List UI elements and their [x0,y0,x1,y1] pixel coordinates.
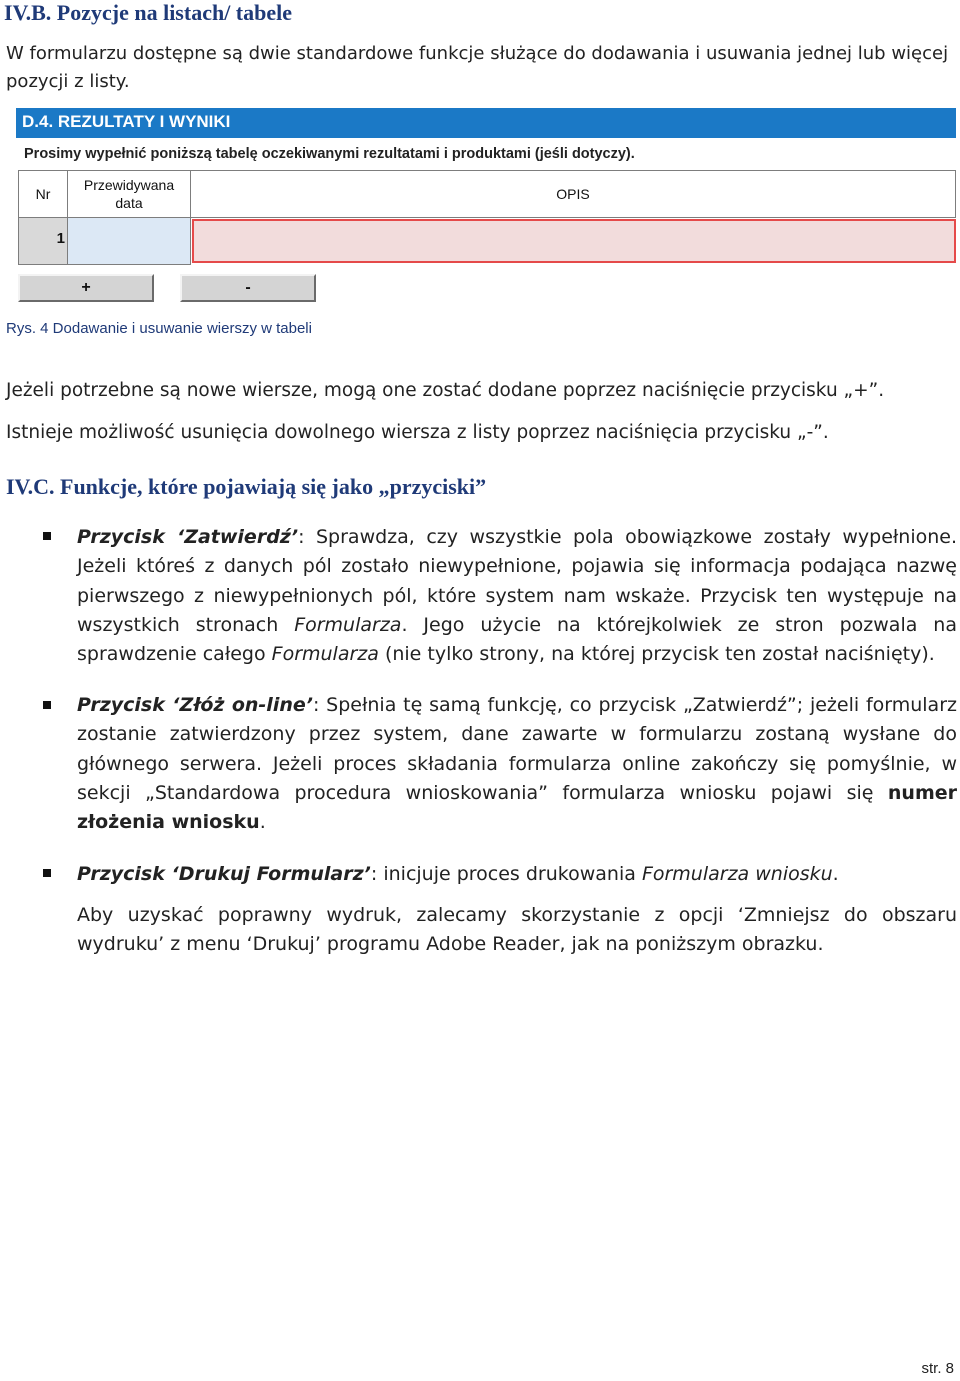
item-text: . Jego użycie na którejkolwiek ze stron pozwala na sprawdzenie całego [77,613,957,666]
print-advice-paragraph: Aby uzyskać poprawny wydruk, zalecamy skorzystanie z opcji ‘Zmniejsz do obszaru wydruku’ z menu ‘Drukuj’ programu Adobe Reader, jak na poniższym obrazku. [77,904,957,956]
column-header-opis: OPIS [190,170,956,218]
column-header-nr: Nr [18,170,68,218]
item-strong: numer złożenia wniosku [77,781,957,834]
item-text: . [259,811,266,834]
page-number: str. 8 [921,1360,954,1377]
remove-row-paragraph: Istnieje możliwość usunięcia dowolnego wiersza z listy poprzez naciśnięcia przycisku „-”. [6,422,829,443]
item-text: : inicjuje proces drukowania [370,863,642,885]
section-title: IV.B. Pozycje na listach/ tabele [4,0,293,25]
item-text: (nie tylko strony, na której przycisk ten został naciśnięty). [378,643,935,666]
bullet-icon [43,869,51,877]
row-number: 1 [18,217,68,265]
add-row-button[interactable]: + [18,274,154,302]
intro-paragraph: W formularzu dostępne są dwie standardowe funkcje służące do dodawania i usuwania jednej lub więcej pozycji z listy. [6,43,949,92]
item-label: Przycisk ‘Zatwierdź’ [77,526,299,548]
column-header-date: Przewidywana data [67,170,191,218]
remove-row-button[interactable]: - [180,274,316,302]
item-emphasis: Formularza wniosku [641,863,833,885]
form-section-header [16,108,956,138]
item-emphasis: Formularza [271,643,379,666]
item-text: : Sprawdza, czy wszystkie pola obowiązkowe zostały wypełnione. Jeżeli któreś z danych pól zostało niewypełnione, pojawia się informacja podająca nazwę pierwszego z niewypełnionych pól, które system nam wskaże. Przycisk ten występuje na wszystkich stronach [77,526,958,636]
date-input[interactable] [67,217,191,265]
form-section-title: D.4. REZULTATY I WYNIKI [22,112,231,131]
form-instruction: Prosimy wypełnić poniższą tabelę oczekiwanymi rezultatami i produktami (jeśli dotyczy). [24,146,635,162]
results-table [18,170,956,320]
description-input[interactable] [192,219,956,263]
item-zatwierdz [77,523,957,669]
bullet-icon [43,701,51,709]
item-label: Przycisk ‘Drukuj Formularz’ [77,863,371,885]
item-text: . [832,863,839,885]
figure-caption: Rys. 4 Dodawanie i usuwanie wierszy w tabeli [6,320,312,337]
form-screenshot [16,108,956,308]
item-zloz-online [77,691,957,837]
item-text: : Spełnia tę samą funkcję, co przycisk „Zatwierdź”; jeżeli formularz zostanie zatwierdzony przez system, dane zawarte w formularzu zostaną wysłane do głównego serwera. Jeżeli proces składania formularza online zakończy się pomyślnie, w sekcji „Standardowa procedura wnioskowania” formularza wniosku pojawi się [77,694,957,804]
item-emphasis: Formularza [294,613,402,636]
item-label: Przycisk ‘Złóż on-line’ [77,694,313,716]
add-row-paragraph: Jeżeli potrzebne są nowe wiersze, mogą one zostać dodane poprzez naciśnięcie przycisku „+”. [6,380,885,401]
section-title-buttons: IV.C. Funkcje, które pojawiają się jako „przyciski” [6,474,487,499]
bullet-icon [43,532,51,540]
item-drukuj [77,860,957,889]
